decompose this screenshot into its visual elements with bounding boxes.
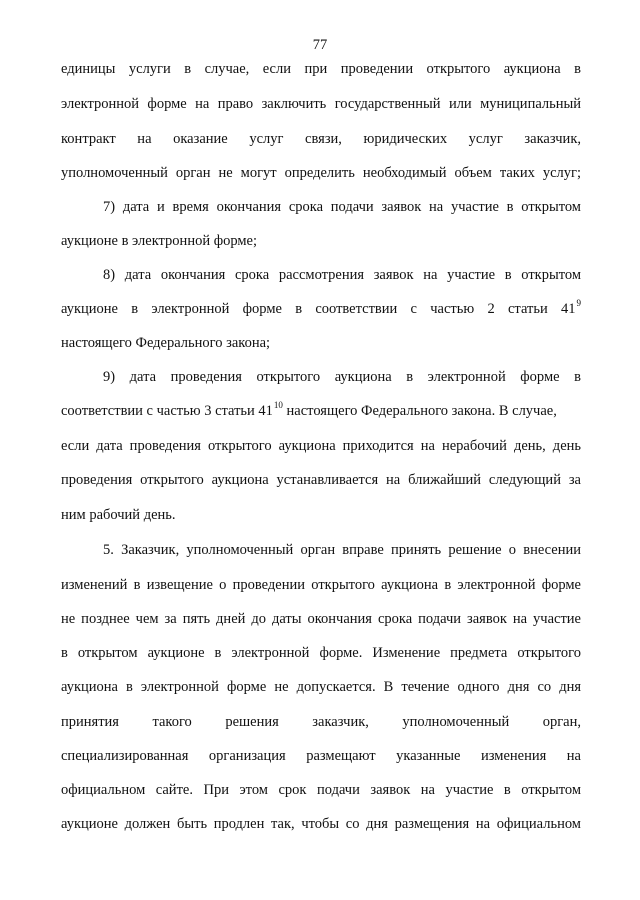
text-segment: соответствии с частью 3 статьи 41 [61, 403, 273, 419]
text-line: не позднее чем за пять дней до даты окончания срока подачи заявок на участие [61, 611, 581, 627]
text-line: аукционе в электронной форме; [61, 233, 258, 249]
text-line: аукционе должен быть продлен так, чтобы со дня размещения на официальном [61, 816, 581, 832]
list-item-8: 8) дата окончания срока рассмотрения заявок на участие в открытом [103, 267, 581, 283]
superscript-9: 9 [576, 298, 581, 308]
page-number: 77 [312, 37, 328, 53]
list-item-7: 7) дата и время окончания срока подачи заявок на участие в открытом [103, 199, 581, 215]
text-line: единицы услуги в случае, если при проведении открытого аукциона в [61, 61, 581, 77]
text-segment: аукционе в электронной форме в соответствии с частью 2 статьи 41 [61, 301, 576, 317]
text-line: аукциона в электронной форме не допускается. В течение одного дня со дня [61, 679, 581, 695]
text-line [61, 401, 581, 422]
text-line: электронной форме на право заключить государственный или муниципальный [61, 96, 581, 112]
text-line: контракт на оказание услуг связи, юридических услуг заказчик, [61, 131, 581, 147]
text-line: если дата проведения открытого аукциона приходится на нерабочий день, день [61, 438, 581, 454]
text-line: в открытом аукционе в электронной форме. Изменение предмета открытого [61, 645, 581, 661]
text-line: принятия такого решения заказчик, уполномоченный орган, [61, 714, 581, 730]
text-line: ним рабочий день. [61, 507, 176, 523]
list-item-9: 9) дата проведения открытого аукциона в электронной форме в [103, 369, 581, 385]
text-line: настоящего Федерального закона; [61, 335, 271, 351]
text-line: уполномоченный орган не могут определить необходимый объем таких услуг; [61, 165, 581, 181]
text-line: специализированная организация размещают указанные изменения на [61, 748, 581, 764]
text-line [61, 299, 581, 320]
text-line: проведения открытого аукциона устанавливается на ближайший следующий за [61, 472, 581, 488]
text-line: официальном сайте. При этом срок подачи заявок на участие в открытом [61, 782, 581, 798]
superscript-10: 10 [273, 400, 283, 410]
paragraph-5-start: 5. Заказчик, уполномоченный орган вправе принять решение о внесении [103, 542, 581, 558]
text-segment: настоящего Федерального закона. В случае, [282, 403, 557, 419]
text-line: изменений в извещение о проведении открытого аукциона в электронной форме [61, 577, 581, 593]
